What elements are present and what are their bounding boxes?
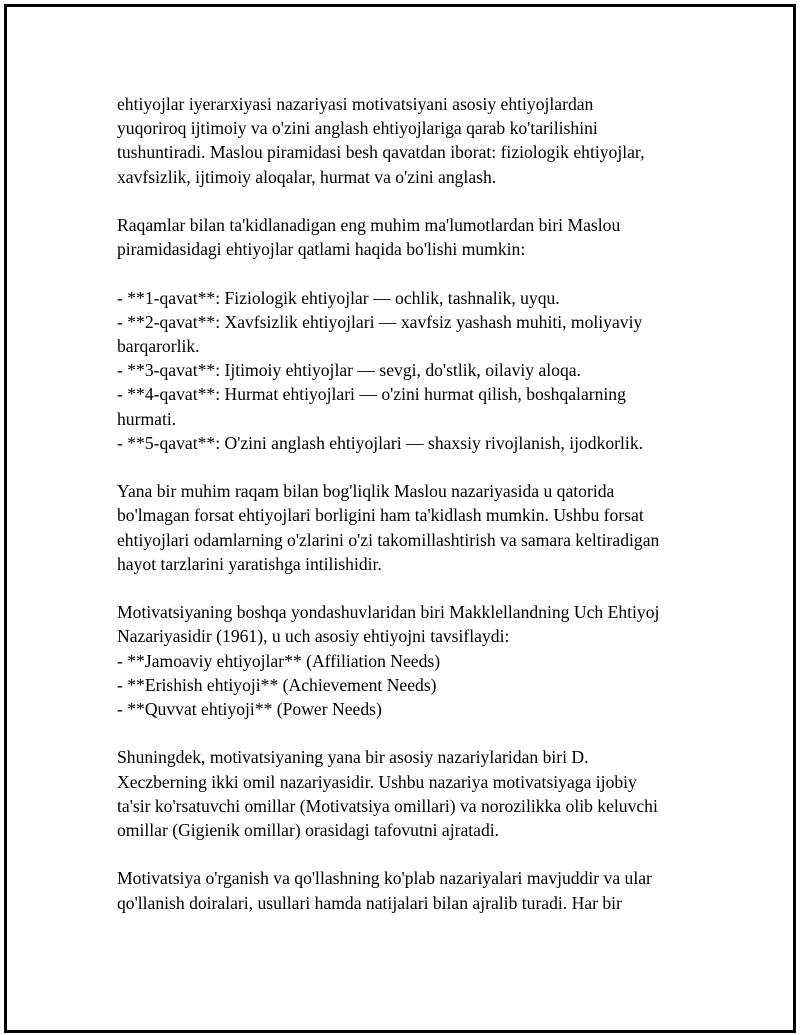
- text-line: Motivatsiya o'rganish va qo'llashning ko'plab nazariyalari mavjuddir va ular: [117, 868, 652, 889]
- text-line: bo'lmagan forsat ehtiyojlari borligini ham ta'kidlash mumkin. Ushbu forsat: [117, 505, 644, 526]
- paragraph-herzberg-theory: [117, 745, 697, 842]
- text-line: Yana bir muhim raqam bilan bog'liqlik Maslou nazariyasida u qatorida: [117, 481, 615, 502]
- paragraph-opportunity-needs: [117, 479, 697, 576]
- text-line: qo'llanish doiralari, usullari hamda natijalari bilan ajralib turadi. Har bir: [117, 892, 622, 913]
- text-line: ehtiyojlari odamlarning o'zlarini o'zi takomillashtirish va samara keltiradigan: [117, 529, 660, 550]
- text-line: tushuntiradi. Maslou piramidasi besh qavatdan iborat: fiziologik ehtiyojlar,: [117, 142, 645, 163]
- list-item: - **4-qavat**: Hurmat ehtiyojlari — o'zini hurmat qilish, boshqalarning: [117, 384, 626, 405]
- text-line: piramidasidagi ehtiyojlar qatlami haqida bo'lishi mumkin:: [117, 239, 526, 260]
- text-line: xavfsizlik, ijtimoiy aloqalar, hurmat va o'zini anglash.: [117, 166, 497, 187]
- list-item: - **2-qavat**: Xavfsizlik ehtiyojlari — xavfsiz yashash muhiti, moliyaviy: [117, 311, 643, 332]
- list-item-continuation: hurmati.: [117, 408, 177, 429]
- text-line: Motivatsiyaning boshqa yondashuvlaridan biri Makklellandning Uch Ehtiyoj: [117, 602, 660, 623]
- text-line: yuqoriroq ijtimoiy va o'zini anglash ehtiyojlariga qarab ko'tarilishini: [117, 118, 598, 139]
- list-item: - **Jamoaviy ehtiyojlar** (Affiliation Needs): [117, 650, 441, 671]
- paragraph-motivation-theories: [117, 866, 697, 914]
- text-line: Xeczberning ikki omil nazariyasidir. Ushbu nazariya motivatsiyaga ijobiy: [117, 771, 637, 792]
- paragraph-mcclelland-theory: [117, 600, 697, 721]
- text-line: hayot tarzlarini yaratishga intilishidir.: [117, 553, 382, 574]
- text-line: Nazariyasidir (1961), u uch asosiy ehtiyojni tavsiflaydi:: [117, 626, 510, 647]
- text-line: Shuningdek, motivatsiyaning yana bir asosiy nazariylaridan biri D.: [117, 747, 589, 768]
- text-line: Raqamlar bilan ta'kidlanadigan eng muhim ma'lumotlardan biri Maslou: [117, 215, 621, 235]
- list-item: - **Quvvat ehtiyoji** (Power Needs): [117, 699, 382, 720]
- paragraph-pyramid-levels-intro: [117, 213, 697, 261]
- list-item: - **3-qavat**: Ijtimoiy ehtiyojlar — sevgi, do'stlik, oilaviy aloqa.: [117, 360, 581, 381]
- list-item: - **Erishish ehtiyoji** (Achievement Needs): [117, 674, 437, 695]
- text-line: ehtiyojlar iyerarxiyasi nazariyasi motivatsiyani asosiy ehtiyojlardan: [117, 94, 594, 114]
- text-line: ta'sir ko'rsatuvchi omillar (Motivatsiya omillari) va norozilikka olib keluvchi: [117, 795, 658, 816]
- list-item: - **1-qavat**: Fiziologik ehtiyojlar — ochlik, tashnalik, uyqu.: [117, 287, 560, 308]
- list-pyramid-levels: [117, 286, 697, 455]
- document-body: [117, 92, 697, 915]
- text-line: omillar (Gigienik omillar) orasidagi tafovutni ajratadi.: [117, 820, 500, 841]
- list-item: - **5-qavat**: O'zini anglash ehtiyojlari — shaxsiy rivojlanish, ijodkorlik.: [117, 432, 644, 453]
- paragraph-maslow-intro: [117, 92, 697, 189]
- list-item-continuation: barqarorlik.: [117, 336, 200, 356]
